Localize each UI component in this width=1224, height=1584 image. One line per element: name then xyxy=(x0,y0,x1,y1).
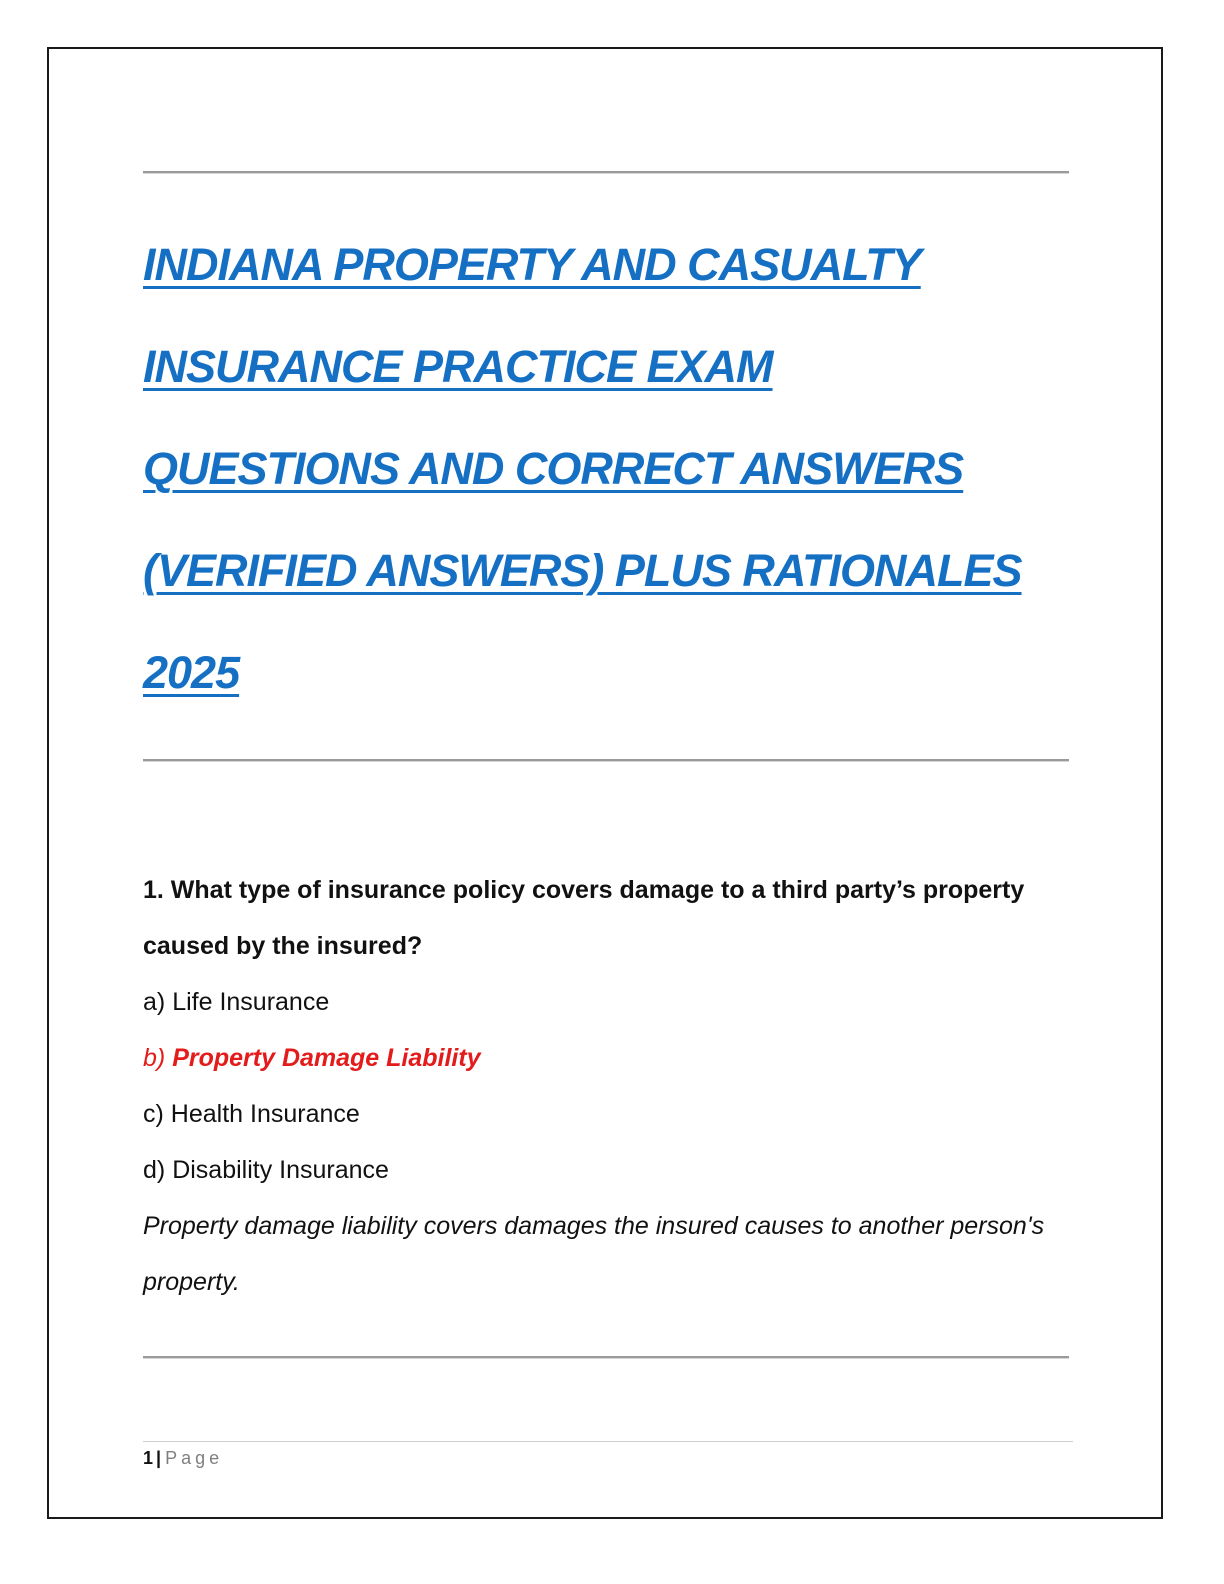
footer-separator: | xyxy=(156,1448,162,1468)
option-text: Property Damage Liability xyxy=(172,1044,481,1072)
footer-rule xyxy=(143,1441,1073,1442)
title-line: 2025 xyxy=(143,647,240,698)
title-line: INDIANA PROPERTY AND CASUALTY xyxy=(143,239,921,290)
page-label: Page xyxy=(165,1448,224,1468)
option-c xyxy=(143,1086,1073,1142)
title-line: (VERIFIED ANSWERS) PLUS RATIONALES xyxy=(143,545,1022,596)
question-block xyxy=(143,862,1073,1310)
option-b-correct xyxy=(143,1030,1073,1086)
bottom-divider xyxy=(143,1356,1069,1359)
rationale-text: Property damage liability covers damages the insured causes to another person's property. xyxy=(143,1212,1045,1296)
title-line: INSURANCE PRACTICE EXAM xyxy=(143,341,773,392)
option-d xyxy=(143,1142,1073,1198)
option-text: Health Insurance xyxy=(170,1100,360,1128)
question-text: 1. What type of insurance policy covers damage to a third party’s property caused by the insured? xyxy=(143,876,1025,960)
option-letter: c) xyxy=(143,1100,164,1128)
option-letter: a) xyxy=(143,988,166,1016)
middle-divider xyxy=(143,759,1069,762)
top-divider xyxy=(143,171,1069,174)
document-title xyxy=(143,214,1103,724)
option-text: Life Insurance xyxy=(172,988,330,1016)
option-a xyxy=(143,974,1073,1030)
option-text: Disability Insurance xyxy=(172,1156,389,1184)
page-footer xyxy=(143,1446,223,1470)
title-line: QUESTIONS AND CORRECT ANSWERS xyxy=(143,443,964,494)
page-number: 1 xyxy=(143,1448,154,1468)
option-letter: b) xyxy=(143,1044,166,1072)
option-letter: d) xyxy=(143,1156,166,1184)
